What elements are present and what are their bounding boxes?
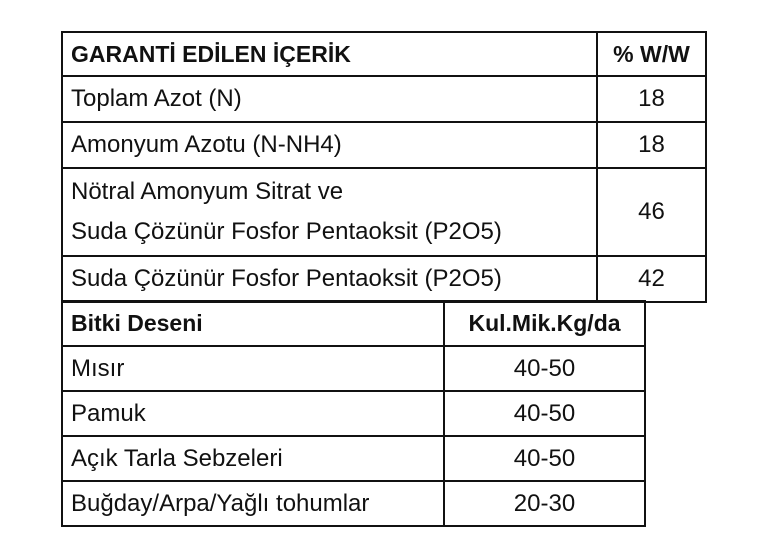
crop-rate: 20-30: [444, 481, 645, 526]
content-header-label: GARANTİ EDİLEN İÇERİK: [62, 32, 597, 76]
nutrient-name-line-2: Suda Çözünür Fosfor Pentaoksit (P2O5): [71, 218, 502, 245]
crop-rate: 40-50: [444, 391, 645, 436]
table-header-row: [62, 32, 706, 76]
table-row: [62, 481, 645, 526]
table-row: [62, 391, 645, 436]
table-row: [62, 76, 706, 122]
application-rate-table: [61, 300, 646, 527]
table-row: [62, 346, 645, 391]
crop-name: Mısır: [62, 346, 444, 391]
table-header-row: [62, 301, 645, 346]
table-row: [62, 256, 706, 302]
nutrient-name: [62, 168, 597, 256]
dosage-header-unit: Kul.Mik.Kg/da: [444, 301, 645, 346]
crop-rate: 40-50: [444, 346, 645, 391]
dosage-header-label: Bitki Deseni: [62, 301, 444, 346]
crop-rate: 40-50: [444, 436, 645, 481]
table-row: [62, 122, 706, 168]
crop-name: Açık Tarla Sebzeleri: [62, 436, 444, 481]
nutrient-value: 42: [597, 256, 706, 302]
nutrient-value: 18: [597, 76, 706, 122]
crop-name: Pamuk: [62, 391, 444, 436]
table-row: [62, 168, 706, 256]
nutrient-value: 18: [597, 122, 706, 168]
content-header-unit: % W/W: [597, 32, 706, 76]
nutrient-name-line-1: Nötral Amonyum Sitrat ve: [71, 178, 344, 205]
nutrient-name: Suda Çözünür Fosfor Pentaoksit (P2O5): [62, 256, 597, 302]
table-row: [62, 436, 645, 481]
crop-name: Buğday/Arpa/Yağlı tohumlar: [62, 481, 444, 526]
guaranteed-content-table: [61, 31, 707, 303]
nutrient-name: Amonyum Azotu (N-NH4): [62, 122, 597, 168]
nutrient-name: Toplam Azot (N): [62, 76, 597, 122]
nutrient-value: 46: [597, 168, 706, 256]
